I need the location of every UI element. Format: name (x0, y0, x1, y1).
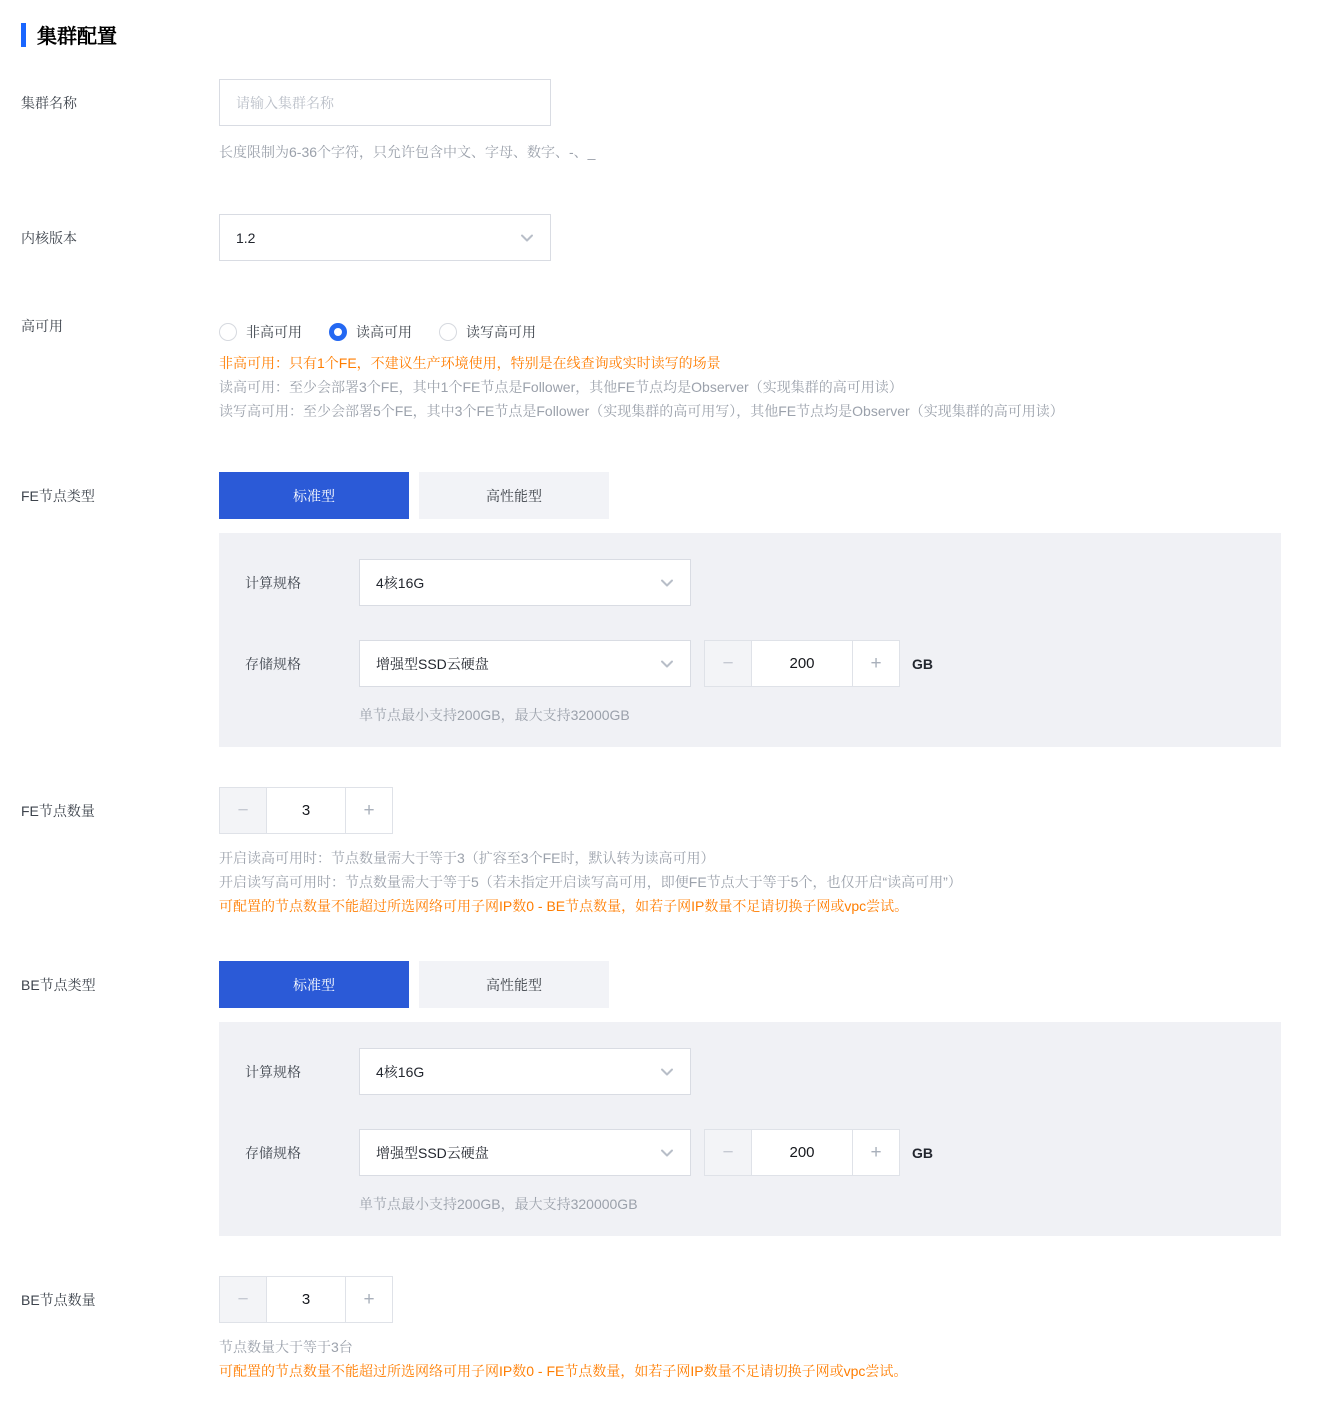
be-storage-size-input[interactable] (752, 1129, 852, 1176)
fe-spec-panel (219, 533, 1281, 747)
be-storage-minus-button[interactable]: − (704, 1129, 752, 1176)
fe-storage-plus-button[interactable]: + (852, 640, 900, 687)
fe-count-stepper (219, 787, 1297, 834)
radio-option-read-ha[interactable] (329, 322, 412, 342)
be-tab-high-performance[interactable]: 高性能型 (419, 961, 609, 1008)
fe-node-count-label: FE节点数量 (21, 803, 95, 819)
be-spec-panel (219, 1022, 1281, 1236)
fe-count-hint-subnet: 可配置的节点数量不能超过所选网络可用子网IP数0 - BE节点数量，如若子网IP数量不足请切换子网或vpc尝试。 (219, 898, 909, 914)
be-storage-plus-button[interactable]: + (852, 1129, 900, 1176)
ha-hint-read-ha: 读高可用：至少会部署3个FE，其中1个FE节点是Follower，其他FE节点均是Observer（实现集群的高可用读） (219, 379, 903, 395)
fe-storage-hint: 单节点最小支持200GB，最大支持32000GB (359, 707, 630, 723)
fe-tab-standard[interactable]: 标准型 (219, 472, 409, 519)
fe-count-input[interactable] (267, 787, 345, 834)
kernel-version-value: 1.2 (236, 229, 256, 246)
cluster-config-page (21, 20, 1297, 1383)
chevron-down-icon (520, 231, 534, 245)
row-cluster-name (21, 79, 1297, 164)
be-compute-label: 计算规格 (245, 1063, 301, 1080)
radio-label: 读写高可用 (466, 324, 536, 340)
be-count-hint-subnet: 可配置的节点数量不能超过所选网络可用子网IP数0 - FE节点数量，如若子网IP数量不足请切换子网或vpc尝试。 (219, 1363, 908, 1379)
kernel-version-label: 内核版本 (21, 230, 77, 246)
radio-option-read-write-ha[interactable] (439, 322, 536, 342)
be-count-input[interactable] (267, 1276, 345, 1323)
fe-compute-label: 计算规格 (245, 574, 301, 591)
row-be-node-count (21, 1276, 1297, 1383)
section-header (21, 20, 1297, 49)
be-count-hints (219, 1335, 1297, 1383)
be-count-hint-min: 节点数量大于等于3台 (219, 1339, 353, 1355)
row-high-availability (21, 314, 1297, 423)
be-count-stepper (219, 1276, 1297, 1323)
ha-label: 高可用 (21, 318, 63, 334)
fe-storage-label: 存储规格 (245, 655, 301, 672)
fe-tab-high-performance[interactable]: 高性能型 (419, 472, 609, 519)
be-node-type-label: BE节点类型 (21, 977, 96, 993)
row-be-node-type (21, 961, 1297, 1236)
chevron-down-icon (660, 1065, 674, 1079)
cluster-name-input[interactable] (219, 79, 551, 126)
chevron-down-icon (660, 576, 674, 590)
be-storage-hint: 单节点最小支持200GB，最大支持320000GB (359, 1196, 638, 1212)
row-fe-node-count (21, 787, 1297, 918)
be-compute-row (245, 1048, 1281, 1095)
fe-storage-value: 增强型SSD云硬盘 (376, 655, 489, 672)
row-kernel-version (21, 214, 1297, 261)
fe-storage-unit: GB (912, 655, 933, 672)
ha-radio-group (219, 314, 1297, 342)
fe-node-type-label: FE节点类型 (21, 488, 95, 504)
be-type-tabs (219, 961, 1297, 1008)
be-storage-value: 增强型SSD云硬盘 (376, 1144, 489, 1161)
fe-storage-minus-button[interactable]: − (704, 640, 752, 687)
radio-option-non-ha[interactable] (219, 322, 302, 342)
be-storage-unit: GB (912, 1144, 933, 1161)
row-fe-node-type (21, 472, 1297, 747)
fe-storage-select[interactable] (359, 640, 691, 687)
radio-label: 非高可用 (246, 324, 302, 340)
radio-icon (439, 323, 457, 341)
fe-storage-stepper (704, 640, 900, 687)
cluster-name-hint: 长度限制为6-36个字符，只允许包含中文、字母、数字、-、_ (219, 144, 596, 160)
fe-storage-row (245, 640, 1281, 687)
chevron-down-icon (660, 657, 674, 671)
fe-type-tabs (219, 472, 1297, 519)
be-node-count-label: BE节点数量 (21, 1292, 96, 1308)
chevron-down-icon (660, 1146, 674, 1160)
be-storage-stepper (704, 1129, 900, 1176)
title-accent-bar (21, 23, 26, 47)
be-compute-select[interactable] (359, 1048, 691, 1095)
cluster-name-label: 集群名称 (21, 95, 77, 111)
fe-storage-size-input[interactable] (752, 640, 852, 687)
be-storage-row (245, 1129, 1281, 1176)
be-count-plus-button[interactable]: + (345, 1276, 393, 1323)
radio-label: 读高可用 (356, 324, 412, 340)
radio-icon (219, 323, 237, 341)
ha-hint-read-write-ha: 读写高可用：至少会部署5个FE，其中3个FE节点是Follower（实现集群的高可用写），其他FE节点均是Observer（实现集群的高可用读） (219, 403, 1064, 419)
fe-count-hint-read-write-ha: 开启读写高可用时：节点数量需大于等于5（若未指定开启读写高可用，即便FE节点大于等于5个，也仅开启“读高可用”） (219, 874, 962, 890)
be-storage-select[interactable] (359, 1129, 691, 1176)
kernel-version-select[interactable] (219, 214, 551, 261)
be-storage-label: 存储规格 (245, 1144, 301, 1161)
fe-count-plus-button[interactable]: + (345, 787, 393, 834)
ha-hint-non-ha: 非高可用：只有1个FE，不建议生产环境使用，特别是在线查询或实时读写的场景 (219, 355, 721, 371)
page-title: 集群配置 (37, 26, 117, 48)
ha-hints (219, 351, 1297, 423)
radio-icon (329, 323, 347, 341)
be-compute-value: 4核16G (376, 1063, 425, 1080)
fe-count-minus-button[interactable]: − (219, 787, 267, 834)
fe-count-hint-read-ha: 开启读高可用时：节点数量需大于等于3（扩容至3个FE时，默认转为读高可用） (219, 850, 715, 866)
fe-compute-value: 4核16G (376, 574, 425, 591)
fe-compute-row (245, 559, 1281, 606)
fe-compute-select[interactable] (359, 559, 691, 606)
be-tab-standard[interactable]: 标准型 (219, 961, 409, 1008)
be-count-minus-button[interactable]: − (219, 1276, 267, 1323)
fe-count-hints (219, 846, 1297, 918)
